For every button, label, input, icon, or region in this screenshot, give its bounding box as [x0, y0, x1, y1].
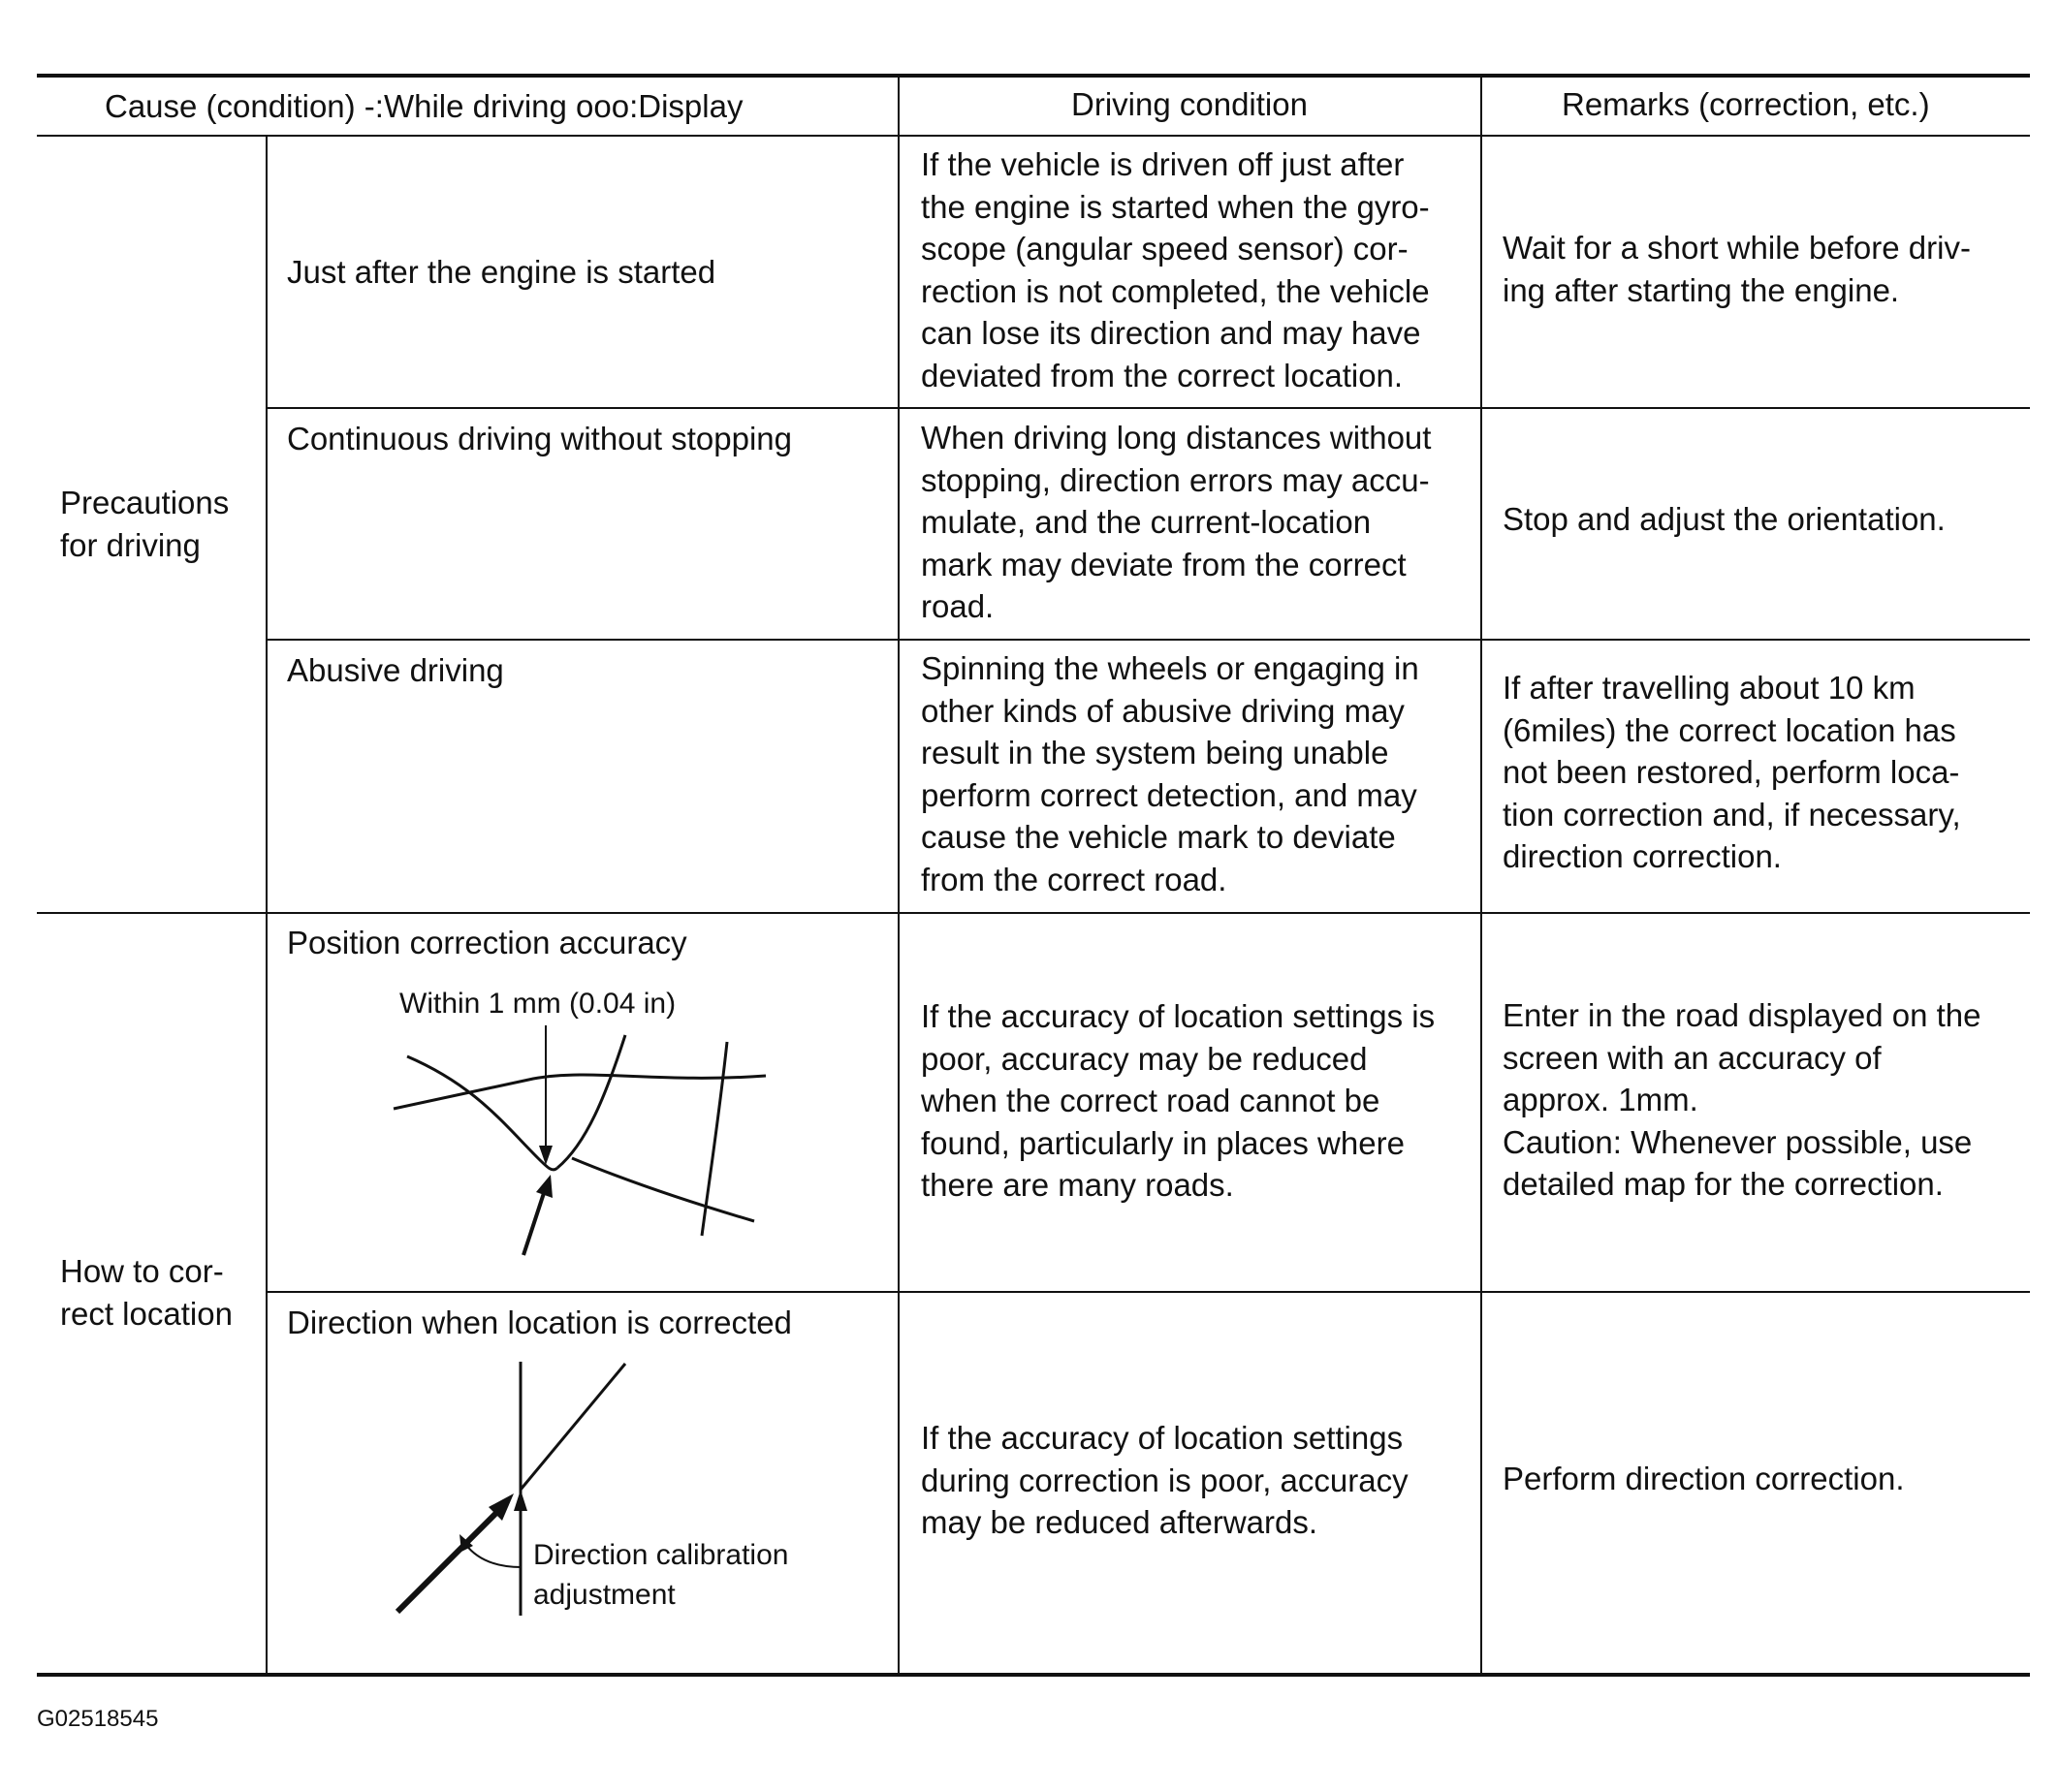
table-bottom-rule [37, 1673, 2030, 1677]
driving-condition-cell: If the accuracy of location settings is poor, accuracy may be reduced when the correct road cannot be found, particularly in places where there are many roads. [921, 998, 1436, 1203]
condition-cell: Just after the engine is started [287, 254, 716, 290]
header-driving-condition: Driving condition [1071, 86, 1308, 122]
road-line [407, 1056, 557, 1170]
condition-cell: Position correction accuracy [287, 925, 687, 960]
group-label-precautions: Precautions for driving [60, 485, 230, 563]
position-correction-figure [368, 979, 795, 1279]
vehicle-arrow-head [536, 1175, 553, 1198]
table-top-rule [37, 74, 2030, 78]
condition-cell: Abusive driving [287, 652, 504, 688]
remarks-cell: Enter in the road displayed on the screen with an accuracy of approx. 1mm. Caution: Whenever possible, use detailed map for the correction. [1503, 997, 1981, 1202]
vehicle-arrow-shaft [523, 1190, 545, 1255]
driving-condition-cell: If the accuracy of location settings during correction is poor, accuracy may be reduced afterwards. [921, 1420, 1409, 1540]
calibration-curve [465, 1544, 522, 1567]
diagonal-line [521, 1364, 625, 1490]
group-label-how-to-correct: How to cor- rect location [60, 1253, 233, 1332]
header-cause: Cause (condition) -:While driving ooo:Display [105, 88, 744, 124]
road-line [557, 1035, 625, 1168]
reference-arrowhead [514, 1490, 527, 1511]
header-remarks: Remarks (correction, etc.) [1562, 86, 1930, 122]
remarks-cell: Perform direction correction. [1503, 1461, 1905, 1496]
header-bottom-rule [37, 135, 2030, 137]
figure-label-within: Within 1 mm (0.04 in) [399, 988, 677, 1020]
figure-code: G02518545 [37, 1706, 159, 1732]
road-line [572, 1158, 754, 1221]
road-line [702, 1042, 727, 1236]
group-divider [37, 912, 2030, 914]
condition-cell: Continuous driving without stopping [287, 421, 792, 456]
driving-condition-cell: If the vehicle is driven off just after the engine is started when the gyro- scope (angular speed sensor) cor- rection is not completed, the vehicle can lose its direction and may have deviated from the correct location. [921, 146, 1430, 393]
figure-label-adjustment: adjustment [533, 1579, 676, 1611]
row-divider [266, 639, 2030, 641]
driving-condition-cell: Spinning the wheels or engaging in other kinds of abusive driving may result in the system being unable perform correct detection, and may cause the vehicle mark to deviate from the correct road. [921, 650, 1419, 897]
remarks-cell: If after travelling about 10 km (6miles) the correct location has not been restored, perform loca- tion correction and, if necessary, direction correction. [1503, 670, 1961, 874]
heading-arrow-shaft [397, 1507, 502, 1612]
column-divider [1480, 78, 1482, 1675]
row-divider [266, 1291, 2030, 1293]
remarks-cell: Stop and adjust the orientation. [1503, 501, 1946, 537]
row-divider [266, 407, 2030, 409]
direction-correction-figure [388, 1352, 834, 1633]
figure-label-direction-calibration: Direction calibration [533, 1539, 789, 1571]
driving-condition-cell: When driving long distances without stopping, direction errors may accu- mulate, and the current-location mark may deviate from the correct road. [921, 420, 1432, 624]
column-divider [898, 78, 900, 1675]
remarks-cell: Wait for a short while before driv- ing after starting the engine. [1503, 230, 1971, 308]
condition-cell: Direction when location is corrected [287, 1305, 792, 1340]
column-divider [266, 137, 268, 1675]
